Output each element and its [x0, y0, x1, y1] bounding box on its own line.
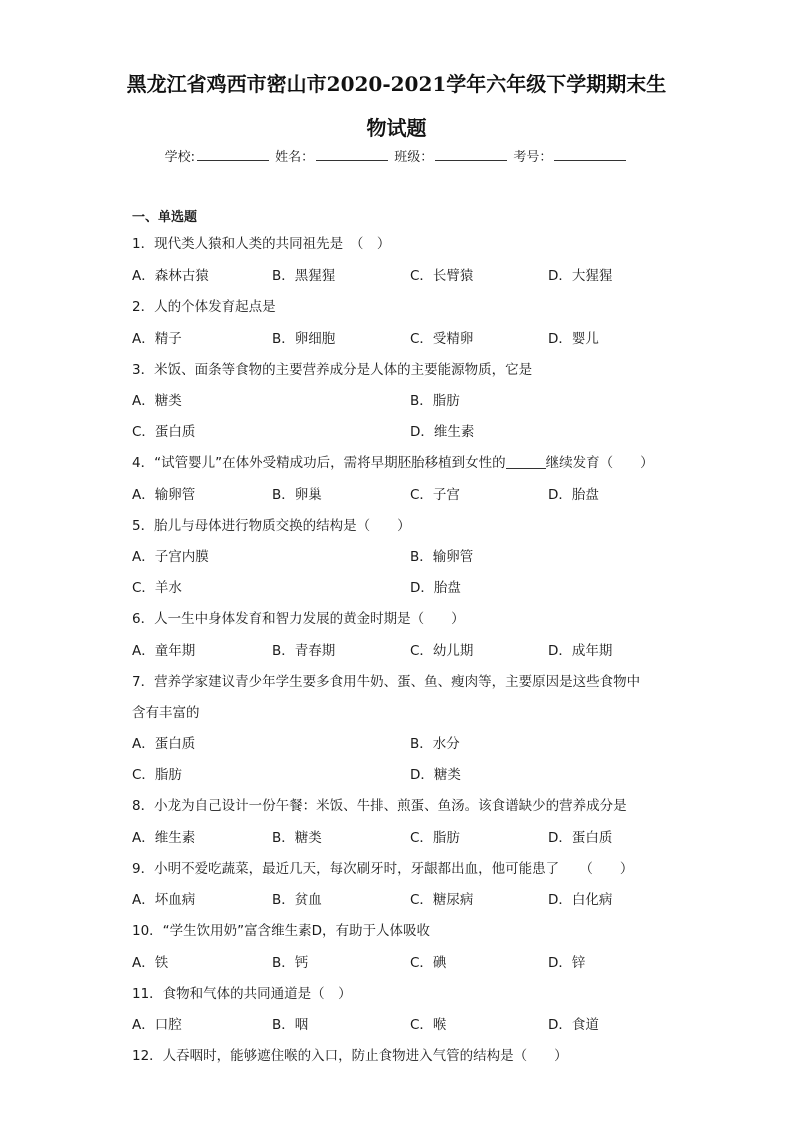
q2-option-c[interactable]: C．受精卵 [410, 331, 474, 347]
q7-option-c[interactable]: C．脂肪 [132, 767, 182, 783]
q1-option-b[interactable]: B．黑猩猩 [272, 268, 336, 284]
class-blank[interactable] [435, 146, 507, 161]
q1-option-a[interactable]: A．森林古猿 [132, 268, 209, 284]
question-10: 10．“学生饮用奶”富含维生素D，有助于人体吸收 [132, 923, 431, 939]
question-8: 8．小龙为自己设计一份午餐：米饭、牛排、煎蛋、鱼汤。该食谱缺少的营养成分是 [132, 798, 627, 814]
q6-option-a[interactable]: A．童年期 [132, 643, 196, 659]
q8-option-a[interactable]: A．维生素 [132, 830, 196, 846]
q6-option-b[interactable]: B．青春期 [272, 643, 336, 659]
q11-option-b[interactable]: B．咽 [272, 1017, 309, 1033]
q3-option-a[interactable]: A．糖类 [132, 393, 182, 409]
question-4 [132, 451, 654, 471]
school-blank[interactable] [197, 146, 269, 161]
q2-option-a[interactable]: A．精子 [132, 331, 182, 347]
q1-option-d[interactable]: D．大猩猩 [548, 268, 613, 284]
class-label: 班级： [394, 150, 434, 165]
question-11: 11．食物和气体的共同通道是（ ） [132, 986, 352, 1002]
q8-option-d[interactable]: D．蛋白质 [548, 830, 613, 846]
q2-option-b[interactable]: B．卵细胞 [272, 331, 336, 347]
question-3: 3．米饭、面条等食物的主要营养成分是人体的主要能源物质，它是 [132, 362, 533, 378]
q8-option-c[interactable]: C．脂肪 [410, 830, 460, 846]
q10-option-b[interactable]: B．钙 [272, 955, 309, 971]
title-line-2: 物试题 [366, 116, 427, 140]
q10-option-c[interactable]: C．碘 [410, 955, 447, 971]
question-7-continued: 含有丰富的 [132, 705, 200, 721]
title-line-1: 黑龙江省鸡西市密山市2020-2021学年六年级下学期期末生 [126, 72, 667, 96]
q5-option-a[interactable]: A．子宫内膜 [132, 549, 209, 565]
q7-option-d[interactable]: D．糖类 [410, 767, 461, 783]
q5-option-b[interactable]: B．输卵管 [410, 549, 474, 565]
q5-option-d[interactable]: D．胎盘 [410, 580, 461, 596]
school-label: 学校: [164, 150, 195, 165]
q3-option-c[interactable]: C．蛋白质 [132, 424, 196, 440]
q8-option-b[interactable]: B．糖类 [272, 830, 322, 846]
exam-number-blank[interactable] [554, 146, 626, 161]
question-4-answer-blank[interactable] [506, 455, 546, 469]
question-4-text-end: 继续发育（ ） [545, 455, 654, 471]
question-1: 1．现代类人猿和人类的共同祖先是 （ ） [132, 236, 391, 252]
q10-option-a[interactable]: A．铁 [132, 955, 169, 971]
q10-option-d[interactable]: D．锌 [548, 955, 586, 971]
q9-option-b[interactable]: B．贫血 [272, 892, 322, 908]
q9-option-a[interactable]: A．坏血病 [132, 892, 196, 908]
question-5: 5．胎儿与母体进行物质交换的结构是（ ） [132, 518, 411, 534]
exam-number-label: 考号： [513, 150, 553, 165]
q6-option-c[interactable]: C．幼儿期 [410, 643, 474, 659]
q7-option-a[interactable]: A．蛋白质 [132, 736, 196, 752]
q4-option-a[interactable]: A．输卵管 [132, 487, 196, 503]
question-4-text-start: 4．“试管婴儿”在体外受精成功后，需将早期胚胎移植到女性的 [132, 455, 506, 471]
student-info-line [0, 146, 793, 165]
question-2: 2．人的个体发育起点是 [132, 299, 276, 315]
question-9: 9．小明不爱吃蔬菜，最近几天，每次刷牙时，牙龈都出血，他可能患了 （ ） [132, 861, 634, 877]
q5-option-c[interactable]: C．羊水 [132, 580, 182, 596]
q1-option-c[interactable]: C．长臂猿 [410, 268, 474, 284]
q9-option-d[interactable]: D．白化病 [548, 892, 613, 908]
name-label: 姓名： [275, 150, 315, 165]
q4-option-b[interactable]: B．卵巢 [272, 487, 322, 503]
section-heading: 一、单选题 [132, 210, 198, 225]
q11-option-c[interactable]: C．喉 [410, 1017, 447, 1033]
q4-option-d[interactable]: D．胎盘 [548, 487, 599, 503]
question-6: 6．人一生中身体发育和智力发展的黄金时期是（ ） [132, 611, 465, 627]
q6-option-d[interactable]: D．成年期 [548, 643, 613, 659]
question-7: 7．营养学家建议青少年学生要多食用牛奶、蛋、鱼、瘦肉等，主要原因是这些食物中 [132, 674, 641, 690]
q3-option-d[interactable]: D．维生素 [410, 424, 475, 440]
question-12: 12．人吞咽时，能够遮住喉的入口，防止食物进入气管的结构是（ ） [132, 1048, 568, 1064]
q11-option-a[interactable]: A．口腔 [132, 1017, 182, 1033]
q4-option-c[interactable]: C．子宫 [410, 487, 460, 503]
q9-option-c[interactable]: C．糖尿病 [410, 892, 474, 908]
q11-option-d[interactable]: D．食道 [548, 1017, 599, 1033]
q7-option-b[interactable]: B．水分 [410, 736, 460, 752]
name-blank[interactable] [316, 146, 388, 161]
q3-option-b[interactable]: B．脂肪 [410, 393, 460, 409]
q2-option-d[interactable]: D．婴儿 [548, 331, 599, 347]
